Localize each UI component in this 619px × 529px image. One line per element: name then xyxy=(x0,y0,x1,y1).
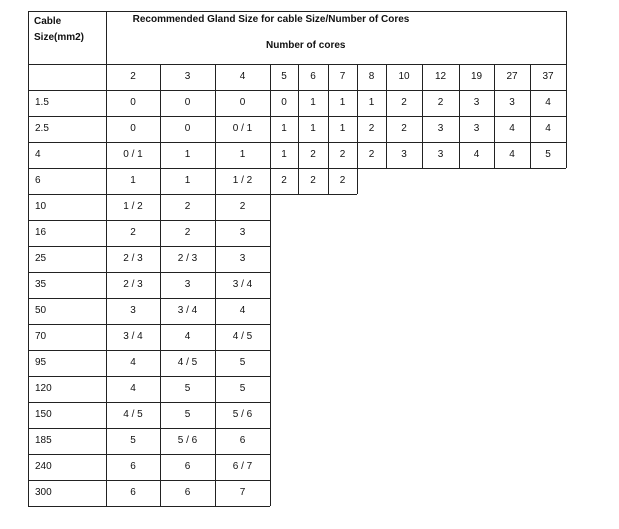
gland-size-cell: 4 xyxy=(473,149,480,160)
cable-size-cell: 150 xyxy=(35,409,52,420)
cable-size-cell: 1.5 xyxy=(35,97,49,108)
gland-size-cell: 5 xyxy=(545,149,551,160)
core-count-header: 7 xyxy=(339,71,346,82)
cable-size-cell: 70 xyxy=(35,331,47,342)
gland-size-cell: 2 xyxy=(239,201,246,212)
gland-size-cell: 2 xyxy=(310,175,316,186)
gland-size-cell: 1 xyxy=(281,123,287,134)
table-title: Recommended Gland Size for cable Size/Number of Cores xyxy=(132,14,410,25)
gland-size-cell: 1 xyxy=(184,149,191,160)
gland-size-cell: 1 xyxy=(130,175,136,186)
gland-size-cell: 6 xyxy=(239,435,246,446)
row-border xyxy=(28,350,270,351)
core-count-header: 2 xyxy=(130,71,136,82)
gland-size-cell: 1 xyxy=(310,123,316,134)
gland-size-cell: 4 xyxy=(239,305,246,316)
gland-size-cell: 1 / 2 xyxy=(232,175,253,186)
gland-size-cell: 0 xyxy=(130,123,136,134)
gland-size-cell: 0 xyxy=(239,97,246,108)
core-count-header: 12 xyxy=(434,71,447,82)
row-border xyxy=(28,168,566,169)
core-count-header: 6 xyxy=(310,71,316,82)
gland-size-cell: 4 / 5 xyxy=(177,357,198,368)
row-border xyxy=(28,90,566,91)
gland-size-cell: 1 xyxy=(339,123,346,134)
gland-size-cell: 6 xyxy=(130,487,136,498)
gland-size-cell: 0 xyxy=(130,97,136,108)
row-border xyxy=(28,246,270,247)
core-count-header: 4 xyxy=(239,71,246,82)
row-border xyxy=(28,116,566,117)
gland-size-cell: 4 / 5 xyxy=(123,409,143,420)
gland-size-cell: 4 / 5 xyxy=(232,331,253,342)
gland-size-cell: 1 xyxy=(239,149,246,160)
gland-size-cell: 1 xyxy=(310,97,316,108)
gland-size-cell: 2 xyxy=(310,149,316,160)
gland-size-cell: 3 / 4 xyxy=(123,331,143,342)
gland-size-cell: 2 xyxy=(368,149,375,160)
core-count-header: 27 xyxy=(506,71,518,82)
row-border xyxy=(28,220,270,221)
gland-size-cell: 4 xyxy=(184,331,191,342)
gland-size-cell: 2 / 3 xyxy=(123,253,143,264)
row-border xyxy=(28,142,566,143)
row-border xyxy=(28,402,270,403)
gland-size-cell: 3 xyxy=(401,149,407,160)
cable-size-header xyxy=(34,14,84,46)
gland-size-cell: 3 xyxy=(509,97,515,108)
gland-size-cell: 0 / 1 xyxy=(123,149,143,160)
gland-size-cell: 3 xyxy=(437,123,444,134)
gland-size-cell: 3 xyxy=(239,227,246,238)
gland-size-cell: 5 xyxy=(239,383,246,394)
cable-size-cell: 35 xyxy=(35,279,47,290)
core-count-header: 10 xyxy=(398,71,410,82)
gland-size-cell: 4 xyxy=(509,149,515,160)
cable-size-cell: 25 xyxy=(35,253,47,264)
gland-size-cell: 6 xyxy=(184,461,191,472)
gland-size-cell: 6 xyxy=(184,487,191,498)
gland-size-cell: 4 xyxy=(545,97,551,108)
gland-size-cell: 1 xyxy=(368,97,375,108)
row-border xyxy=(28,480,270,481)
gland-size-cell: 2 xyxy=(184,227,191,238)
row-border xyxy=(28,194,357,195)
gland-size-cell: 0 xyxy=(281,97,287,108)
gland-size-cell: 2 / 3 xyxy=(123,279,143,290)
gland-size-cell: 7 xyxy=(239,487,246,498)
gland-size-cell: 1 xyxy=(281,149,287,160)
gland-size-cell: 3 xyxy=(437,149,444,160)
gland-size-cell: 4 xyxy=(509,123,515,134)
gland-size-cell: 0 / 1 xyxy=(232,123,253,134)
row-border xyxy=(28,272,270,273)
core-column-divider xyxy=(566,64,567,168)
gland-size-cell: 3 / 4 xyxy=(232,279,253,290)
gland-size-cell: 3 / 4 xyxy=(177,305,198,316)
gland-size-cell: 2 xyxy=(281,175,287,186)
gland-size-cell: 3 xyxy=(130,305,136,316)
number-of-cores-header: Number of cores xyxy=(266,40,346,51)
gland-size-cell: 2 xyxy=(401,97,407,108)
cable-size-cell: 185 xyxy=(35,435,52,446)
gland-size-cell: 6 xyxy=(130,461,136,472)
gland-size-cell: 3 xyxy=(184,279,191,290)
gland-size-cell: 1 xyxy=(339,97,346,108)
cable-size-cell: 300 xyxy=(35,487,52,498)
cable-size-cell: 4 xyxy=(35,149,41,160)
gland-size-cell: 5 / 6 xyxy=(177,435,198,446)
cable-size-cell: 50 xyxy=(35,305,47,316)
cable-size-cell: 95 xyxy=(35,357,47,368)
gland-size-cell: 0 xyxy=(184,123,191,134)
row-border xyxy=(28,454,270,455)
gland-size-cell: 5 xyxy=(130,435,136,446)
header-bottom-border xyxy=(28,64,566,65)
gland-size-cell: 5 xyxy=(239,357,246,368)
gland-size-cell: 2 xyxy=(368,123,375,134)
gland-size-cell: 4 xyxy=(130,357,136,368)
cable-size-cell: 16 xyxy=(35,227,47,238)
cable-size-cell: 240 xyxy=(35,461,52,472)
gland-size-cell: 5 xyxy=(184,383,191,394)
gland-size-cell: 4 xyxy=(130,383,136,394)
row-border xyxy=(28,324,270,325)
core-count-header: 19 xyxy=(470,71,483,82)
gland-size-cell: 2 / 3 xyxy=(177,253,198,264)
gland-size-cell: 3 xyxy=(239,253,246,264)
gland-size-cell: 1 xyxy=(184,175,191,186)
gland-size-cell: 3 xyxy=(473,123,480,134)
row-border xyxy=(28,376,270,377)
cable-size-cell: 120 xyxy=(35,383,52,394)
gland-size-cell: 2 xyxy=(401,123,407,134)
gland-size-cell: 3 xyxy=(473,97,480,108)
cable-size-header-line: Size(mm2) xyxy=(34,32,85,43)
core-count-header: 5 xyxy=(281,71,287,82)
gland-size-cell: 2 xyxy=(339,149,346,160)
gland-size-cell: 2 xyxy=(339,175,346,186)
gland-size-cell: 4 xyxy=(545,123,551,134)
header-top-border xyxy=(28,11,566,12)
row-border xyxy=(28,428,270,429)
gland-size-cell: 6 / 7 xyxy=(232,461,253,472)
row-border xyxy=(28,298,270,299)
core-count-header: 8 xyxy=(368,71,375,82)
core-count-header: 3 xyxy=(184,71,191,82)
cable-size-header-line: Cable xyxy=(34,16,62,27)
gland-size-cell: 2 xyxy=(130,227,136,238)
gland-size-cell: 5 / 6 xyxy=(232,409,253,420)
gland-size-cell: 1 / 2 xyxy=(123,201,143,212)
core-count-header: 37 xyxy=(542,71,554,82)
cable-size-cell: 2.5 xyxy=(35,123,49,134)
gland-size-cell: 2 xyxy=(184,201,191,212)
row-border xyxy=(28,506,270,507)
cable-size-cell: 6 xyxy=(35,175,41,186)
gland-size-cell: 0 xyxy=(184,97,191,108)
cable-size-cell: 10 xyxy=(35,201,47,212)
gland-size-cell: 2 xyxy=(437,97,444,108)
gland-size-cell: 5 xyxy=(184,409,191,420)
